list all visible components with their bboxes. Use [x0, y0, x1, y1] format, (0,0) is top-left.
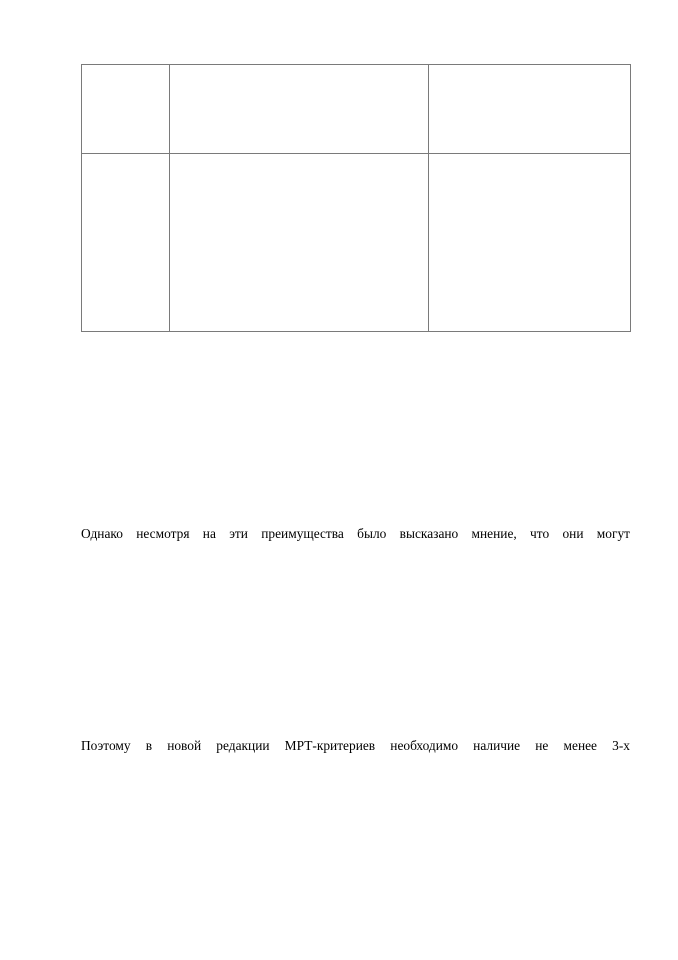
- document-table: [81, 64, 631, 332]
- table-cell: [170, 154, 429, 332]
- table-cell: [429, 154, 631, 332]
- table-cell: [82, 65, 170, 154]
- table-cell: [429, 65, 631, 154]
- table-row: [82, 154, 631, 332]
- table-row: [82, 65, 631, 154]
- table-cell: [170, 65, 429, 154]
- paragraph-line: Однако несмотря на эти преимущества было высказано мнение, что они могут: [81, 526, 630, 541]
- paragraph-line: Поэтому в новой редакции МРТ-критериев необходимо наличие не менее 3-х: [81, 738, 630, 753]
- table-cell: [82, 154, 170, 332]
